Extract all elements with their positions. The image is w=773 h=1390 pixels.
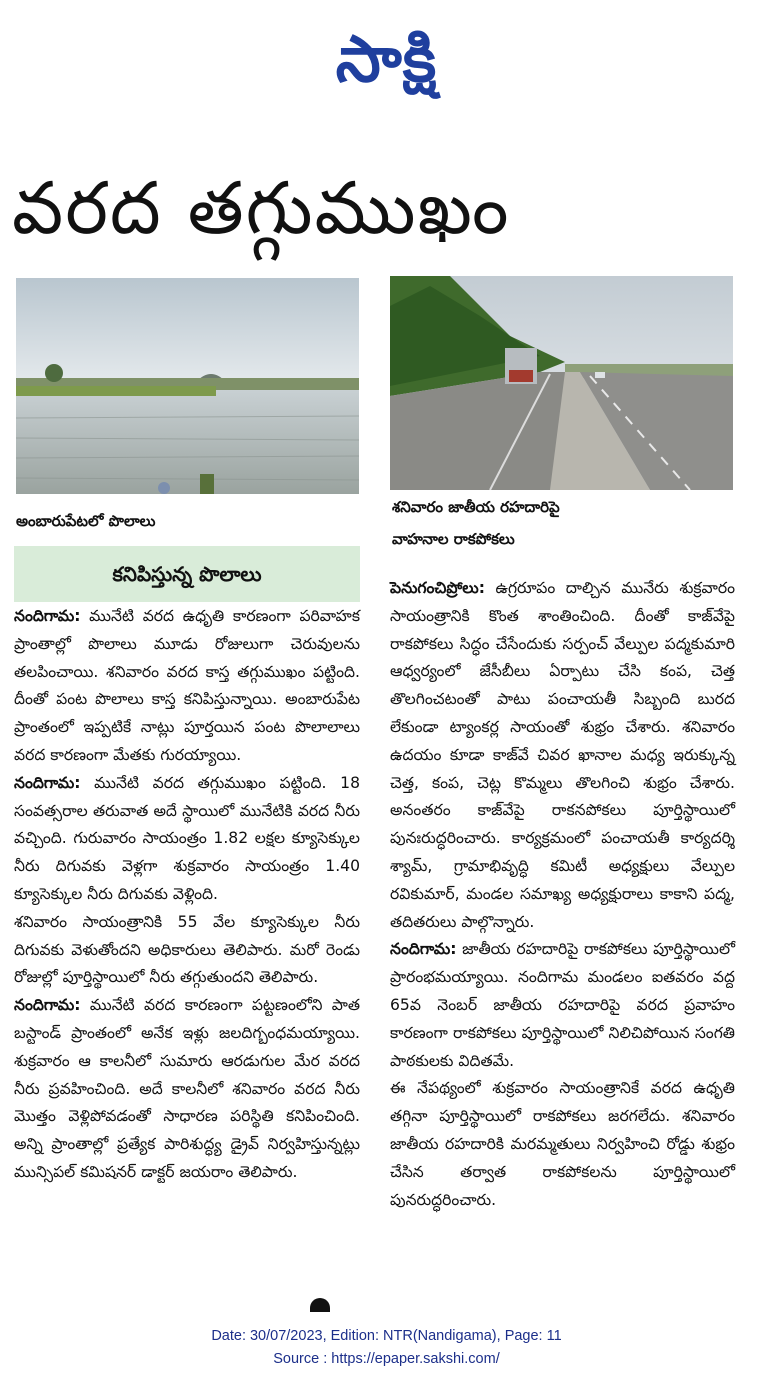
paragraph-text: మునేటి వరద ఉధృతి కారణంగా పరివాహక ప్రాంతాల్లో పొలాలు మూడు రోజులుగా చెరువులను తలపించాయి. శనివారం వరద కాస్త తగ్గుముఖం పట్టింది. దీంతో పంట పొలాలు కాస్త కనిపిస్తున్నాయి. అంబారుపేట ప్రాంతంలో ఇప్పటికే నాట్లు పూర్తయిన పంట పొలాలాలు వరద కారణంగా మేతకు గురయ్యాయి. — [14, 607, 360, 764]
right-column — [390, 575, 735, 1214]
article-paragraph — [14, 909, 360, 992]
paragraph-text: ఈ నేపథ్యంలో శుక్రవారం సాయంత్రానికే వరద ఉధృతి తగ్గినా పూర్తిస్థాయిలో రాకపోకలు జరగలేదు. శనివారం జాతీయ రహదారికి మరమ్మతులు నిర్వహించి రోడ్డు శుభ్రం చేసిన తర్వాత రాకపోకలను పూర్తిస్థాయిలో పునరుద్ధరించారు. — [390, 1079, 735, 1209]
paragraph-text: శనివారం సాయంత్రానికి 55 వేల క్యూసెక్కుల నీరు దిగువకు వెళుతోందని అధికారులు తెలిపారు. మరో రెండు రోజుల్లో పూర్తిస్థాయిలో నీరు తగ్గుతుందని తెలిపారు. — [14, 912, 360, 987]
article-paragraph — [14, 603, 360, 770]
masthead-logo: సాక్షి — [335, 23, 438, 97]
dateline: నందిగామ: — [14, 607, 81, 625]
footer-source[interactable]: Source : https://epaper.sakshi.com/ — [273, 1351, 500, 1367]
paragraph-text: మునేటి వరద తగ్గుముఖం పట్టింది. 18 సంవత్సరాల తరువాత అదే స్థాయిలో మునేటికి వరద నీరు వచ్చింది. గురువారం సాయంత్రం 1.82 లక్షల క్యూసెక్కుల నీరు దిగువకు వెళ్లగా శుక్రవారం సాయంత్రం 1.40 క్యూసెక్కుల నీరు దిగువకు వెళ్లింది. — [14, 773, 360, 903]
footer-date-edition: Date: 30/07/2023, Edition: NTR(Nandigama), Page: 11 — [211, 1328, 562, 1344]
highway-image — [390, 276, 733, 490]
paragraph-text: జాతీయ రహదారిపై రాకపోకలు పూర్తిస్థాయిలో ప్రారంభమయ్యాయి. నందిగామ మండలం ఐతవరం వద్ద 65వ నెంబర్ జాతీయ రహదారిపై వరద ప్రవాహం కారణంగా రాకపోకలు పూర్తిస్థాయిలో నిలిచిపోయిన సంగతి పాఠకులకు విదితమే. — [390, 940, 735, 1070]
dateline: నందిగామ: — [14, 996, 81, 1015]
left-column — [14, 603, 360, 1187]
left-photo-caption: అంబారుపేటలో పొలాలు — [16, 512, 156, 530]
paragraph-text: ఉగ్రరూపం దాల్చిన మునేరు శుక్రవారం సాయంత్రానికి కొంత శాంతించింది. దీంతో కాజ్‌వేపై రాకపోకలు సిద్ధం చేసేందుకు సర్పంచ్ వేల్పుల పద్మకుమారి ఆధ్వర్యంలో జేసీబీలు ఏర్పాటు చేసి కంప, చెత్త తొలగించటంతో పాటు పంచాయతీ సిబ్బంది బురద లేకుండా ట్యాంకర్ల సాయంతో శుభ్రం చేశారు. శనివారం ఉదయం కూడా కాజ్‌వే చివర ఖానాల మధ్య ఇరుక్కున్న చెత్త, కంప, చెట్ల కొమ్మలు తొలగించి శుభ్రం చేశారు. అనంతరం కాజ్‌వేపై రాకనపోకలు పూర్తిస్థాయిలో పునఃరుద్ధరించారు. కార్యక్రమంలో పంచాయతీ కార్యదర్శి శ్యామ్, గ్రామాభివృద్ధి కమిటీ అధ్యక్షులు వేల్పుల రవికుమార్, మండల సమాఖ్య అధ్యక్షురాలు కాకాని పద్మ, తదితరులు పాల్గొన్నారు. — [390, 579, 735, 931]
article-paragraph — [390, 1075, 735, 1214]
headline: వరద తగ్గుముఖం — [12, 166, 511, 250]
dateline: నందిగామ: — [14, 773, 81, 792]
dateline: నందిగామ: — [390, 940, 457, 959]
right-photo-caption-line2: వాహనాల రాకపోకలు — [392, 530, 515, 548]
flooded-fields-image — [16, 278, 359, 494]
article-paragraph — [14, 770, 360, 909]
article-paragraph — [390, 936, 735, 1075]
highway-photo — [390, 276, 733, 490]
article-paragraph — [14, 992, 360, 1187]
dateline: పెనుగంచిప్రోలు: — [390, 579, 485, 597]
flooded-fields-photo — [16, 278, 359, 494]
page-continuation-mark — [310, 1298, 330, 1312]
paragraph-text: మునేటి వరద కారణంగా పట్టణంలోని పాత బస్టాండ్ ప్రాంతంలో అనేక ఇళ్లు జలదిగ్బంధమయ్యాయి. శుక్రవారం ఆ కాలనీలో సుమారు ఆరడుగుల మేర వరద నీరు ప్రవహించింది. అదే కాలనీలో శనివారం వరద నీరు మొత్తం వెళ్లిపోవడంతో సాధారణ పరిస్థితి కనిపించింది. అన్ని ప్రాంతాల్లో ప్రత్యేక పారిశుద్ధ్య డ్రైవ్ నిర్వహిస్తున్నట్లు మున్సిపల్ కమిషనర్ డాక్టర్ జయరాం తెలిపారు. — [14, 996, 360, 1181]
article-paragraph — [390, 575, 735, 936]
right-photo-caption-line1: శనివారం జాతీయ రహదారిపై — [392, 498, 560, 516]
subheading-box: కనిపిస్తున్న పొలాలు — [14, 546, 360, 602]
